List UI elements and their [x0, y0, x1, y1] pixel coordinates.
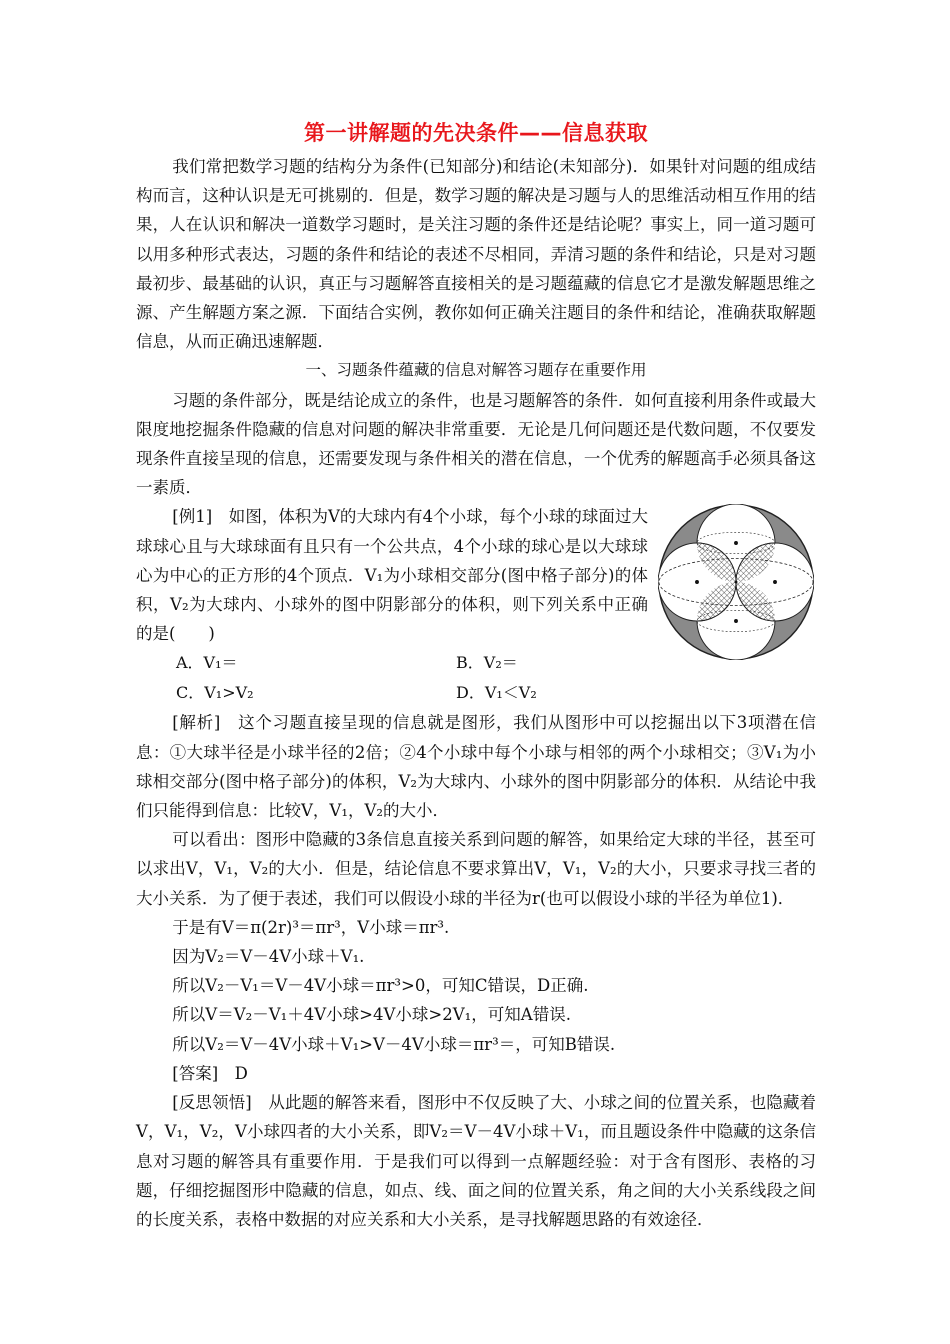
answer-line: [答案] D [172, 1063, 248, 1083]
equation-line-1: 于是有V＝π(2r)³＝πr³，V小球＝πr³. [172, 917, 450, 937]
section-heading: 一、习题条件蕴藏的信息对解答习题存在重要作用 [305, 361, 647, 380]
option-c[interactable]: C．V₁>V₂ [176, 683, 254, 703]
sphere-figure [658, 504, 814, 660]
document-page [136, 118, 816, 1234]
analysis-paragraph-2: 可以看出：图形中隐藏的3条信息直接关系到问题的解答，如果给定大球的半径，甚至可以求出V，V₁，V₂的大小．但是，结论信息不要求算出V，V₁，V₂的大小，只要求寻找三者的大小关系．为了便于表述，我们可以假设小球的半径为r(也可以假设小球的半径为单位1)． [136, 830, 816, 908]
option-b[interactable]: B．V₂＝ [456, 653, 518, 673]
analysis-paragraph-1: [解析] 这个习题直接呈现的信息就是图形，我们从图形中可以挖掘出以下3项潜在信息：①大球半径是小球半径的2倍；②4个小球中每个小球与相邻的两个小球相交；③V₁为小球相交部分(图中格子部分)的体积，V₂为大球内、小球外的图中阴影部分的体积．从结论中我们只能得到信息：比较V，V₁，V₂的大小． [136, 713, 816, 821]
example-statement: [例1] 如图，体积为V的大球内有4个小球，每个小球的球面过大球球心且与大球球面有且只有一个公共点，4个小球的球心是以大球球心为中心的正方形的4个顶点．V₁为小球相交部分(图中格子部分)的体积，V₂为大球内、小球外的图中阴影部分的体积，则下列关系中正确的是( ) [136, 507, 648, 644]
page-title: 第一讲解题的先决条件——信息获取 [304, 121, 648, 145]
equation-line-2: 因为V₂＝V－4V小球＋V₁. [172, 947, 365, 967]
intro-paragraph: 我们常把数学习题的结构分为条件(已知部分)和结论(未知部分)．如果针对问题的组成结构而言，这种认识是无可挑剔的．但是，数学习题的解决是习题与人的思维活动相互作用的结果，人在认识和解决一道数学习题时，是关注习题的条件还是结论呢？事实上，同一道习题可以用多种形式表达，习题的条件和结论的表述不尽相同，弄清习题的条件和结论，只是对习题最初步、最基础的认识，真正与习题解答直接相关的是习题蕴藏的信息它才是激发解题思维之源、产生解题方案之源．下面结合实例，教你如何正确关注题目的条件和结论，准确获取解题信息，从而正确迅速解题． [136, 157, 816, 352]
equation-line-4: 所以V＝V₂－V₁＋4V小球>4V小球>2V₁，可知A错误. [172, 1005, 571, 1025]
option-a[interactable]: A．V₁＝ [176, 653, 238, 673]
equation-line-3: 所以V₂－V₁＝V－4V小球＝πr³>0，可知C错误，D正确. [172, 976, 589, 996]
equation-line-5: 所以V₂＝V－4V小球＋V₁>V－4V小球＝πr³＝，可知B错误. [172, 1034, 616, 1054]
reflection-paragraph: [反思领悟] 从此题的解答来看，图形中不仅反映了大、小球之间的位置关系，也隐藏着V，V₁，V₂，V小球四者的大小关系，即V₂＝V－4V小球＋V₁，而且题设条件中隐藏的这条信息对习题的解答具有重要作用．于是我们可以得到一点解题经验：对于含有图形、表格的习题，仔细挖掘图形中隐藏的信息，如点、线、面之间的位置关系，角之间的大小关系线段之间的长度关系，表格中数据的对应关系和大小关系，是寻找解题思路的有效途径． [136, 1093, 816, 1229]
condition-paragraph: 习题的条件部分，既是结论成立的条件，也是习题解答的条件．如何直接利用条件或最大限度地挖掘条件隐藏的信息对问题的解决非常重要．无论是几何问题还是代数问题，不仅要发现条件直接呈现的信息，还需要发现与条件相关的潜在信息，一个优秀的解题高手必须具备这一素质． [136, 390, 816, 498]
option-d[interactable]: D．V₁＜V₂ [456, 683, 537, 703]
example-block [136, 502, 816, 648]
